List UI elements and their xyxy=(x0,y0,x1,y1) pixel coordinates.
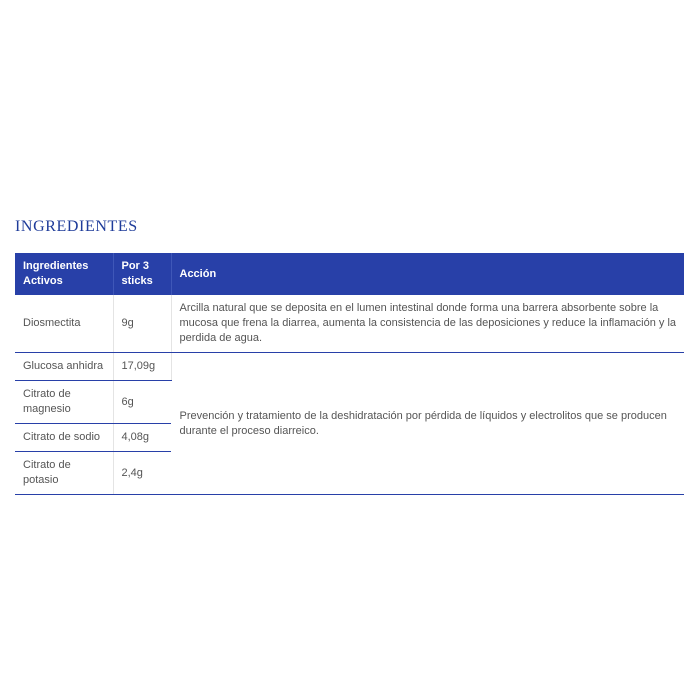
table-row xyxy=(15,353,684,381)
header-ingredient: Ingredientes Activos xyxy=(15,253,113,295)
ingredient-quantity: 17,09g xyxy=(113,353,171,381)
ingredient-quantity: 6g xyxy=(113,381,171,424)
ingredients-table xyxy=(15,253,684,495)
table-row xyxy=(15,295,684,353)
ingredient-name: Citrato de potasio xyxy=(15,452,113,495)
ingredient-quantity: 9g xyxy=(113,295,171,353)
header-action: Acción xyxy=(171,253,684,295)
table-header-row xyxy=(15,253,684,295)
ingredient-quantity: 4,08g xyxy=(113,424,171,452)
ingredient-name: Glucosa anhidra xyxy=(15,353,113,381)
ingredient-name: Citrato de sodio xyxy=(15,424,113,452)
ingredient-action: Arcilla natural que se deposita en el lumen intestinal donde forma una barrera absorbente sobre la mucosa que frena la diarrea, aumenta la consistencia de las deposiciones y reduce la inflamación y la perdida de agua. xyxy=(171,295,684,353)
section-title: INGREDIENTES xyxy=(15,218,138,235)
ingredient-name: Citrato de magnesio xyxy=(15,381,113,424)
ingredient-name: Diosmectita xyxy=(15,295,113,353)
shared-action: Prevención y tratamiento de la deshidratación por pérdida de líquidos y electrolitos que se producen durante el proceso diarreico. xyxy=(171,353,684,495)
header-quantity: Por 3 sticks xyxy=(113,253,171,295)
ingredient-quantity: 2,4g xyxy=(113,452,171,495)
ingredients-section xyxy=(15,216,684,495)
